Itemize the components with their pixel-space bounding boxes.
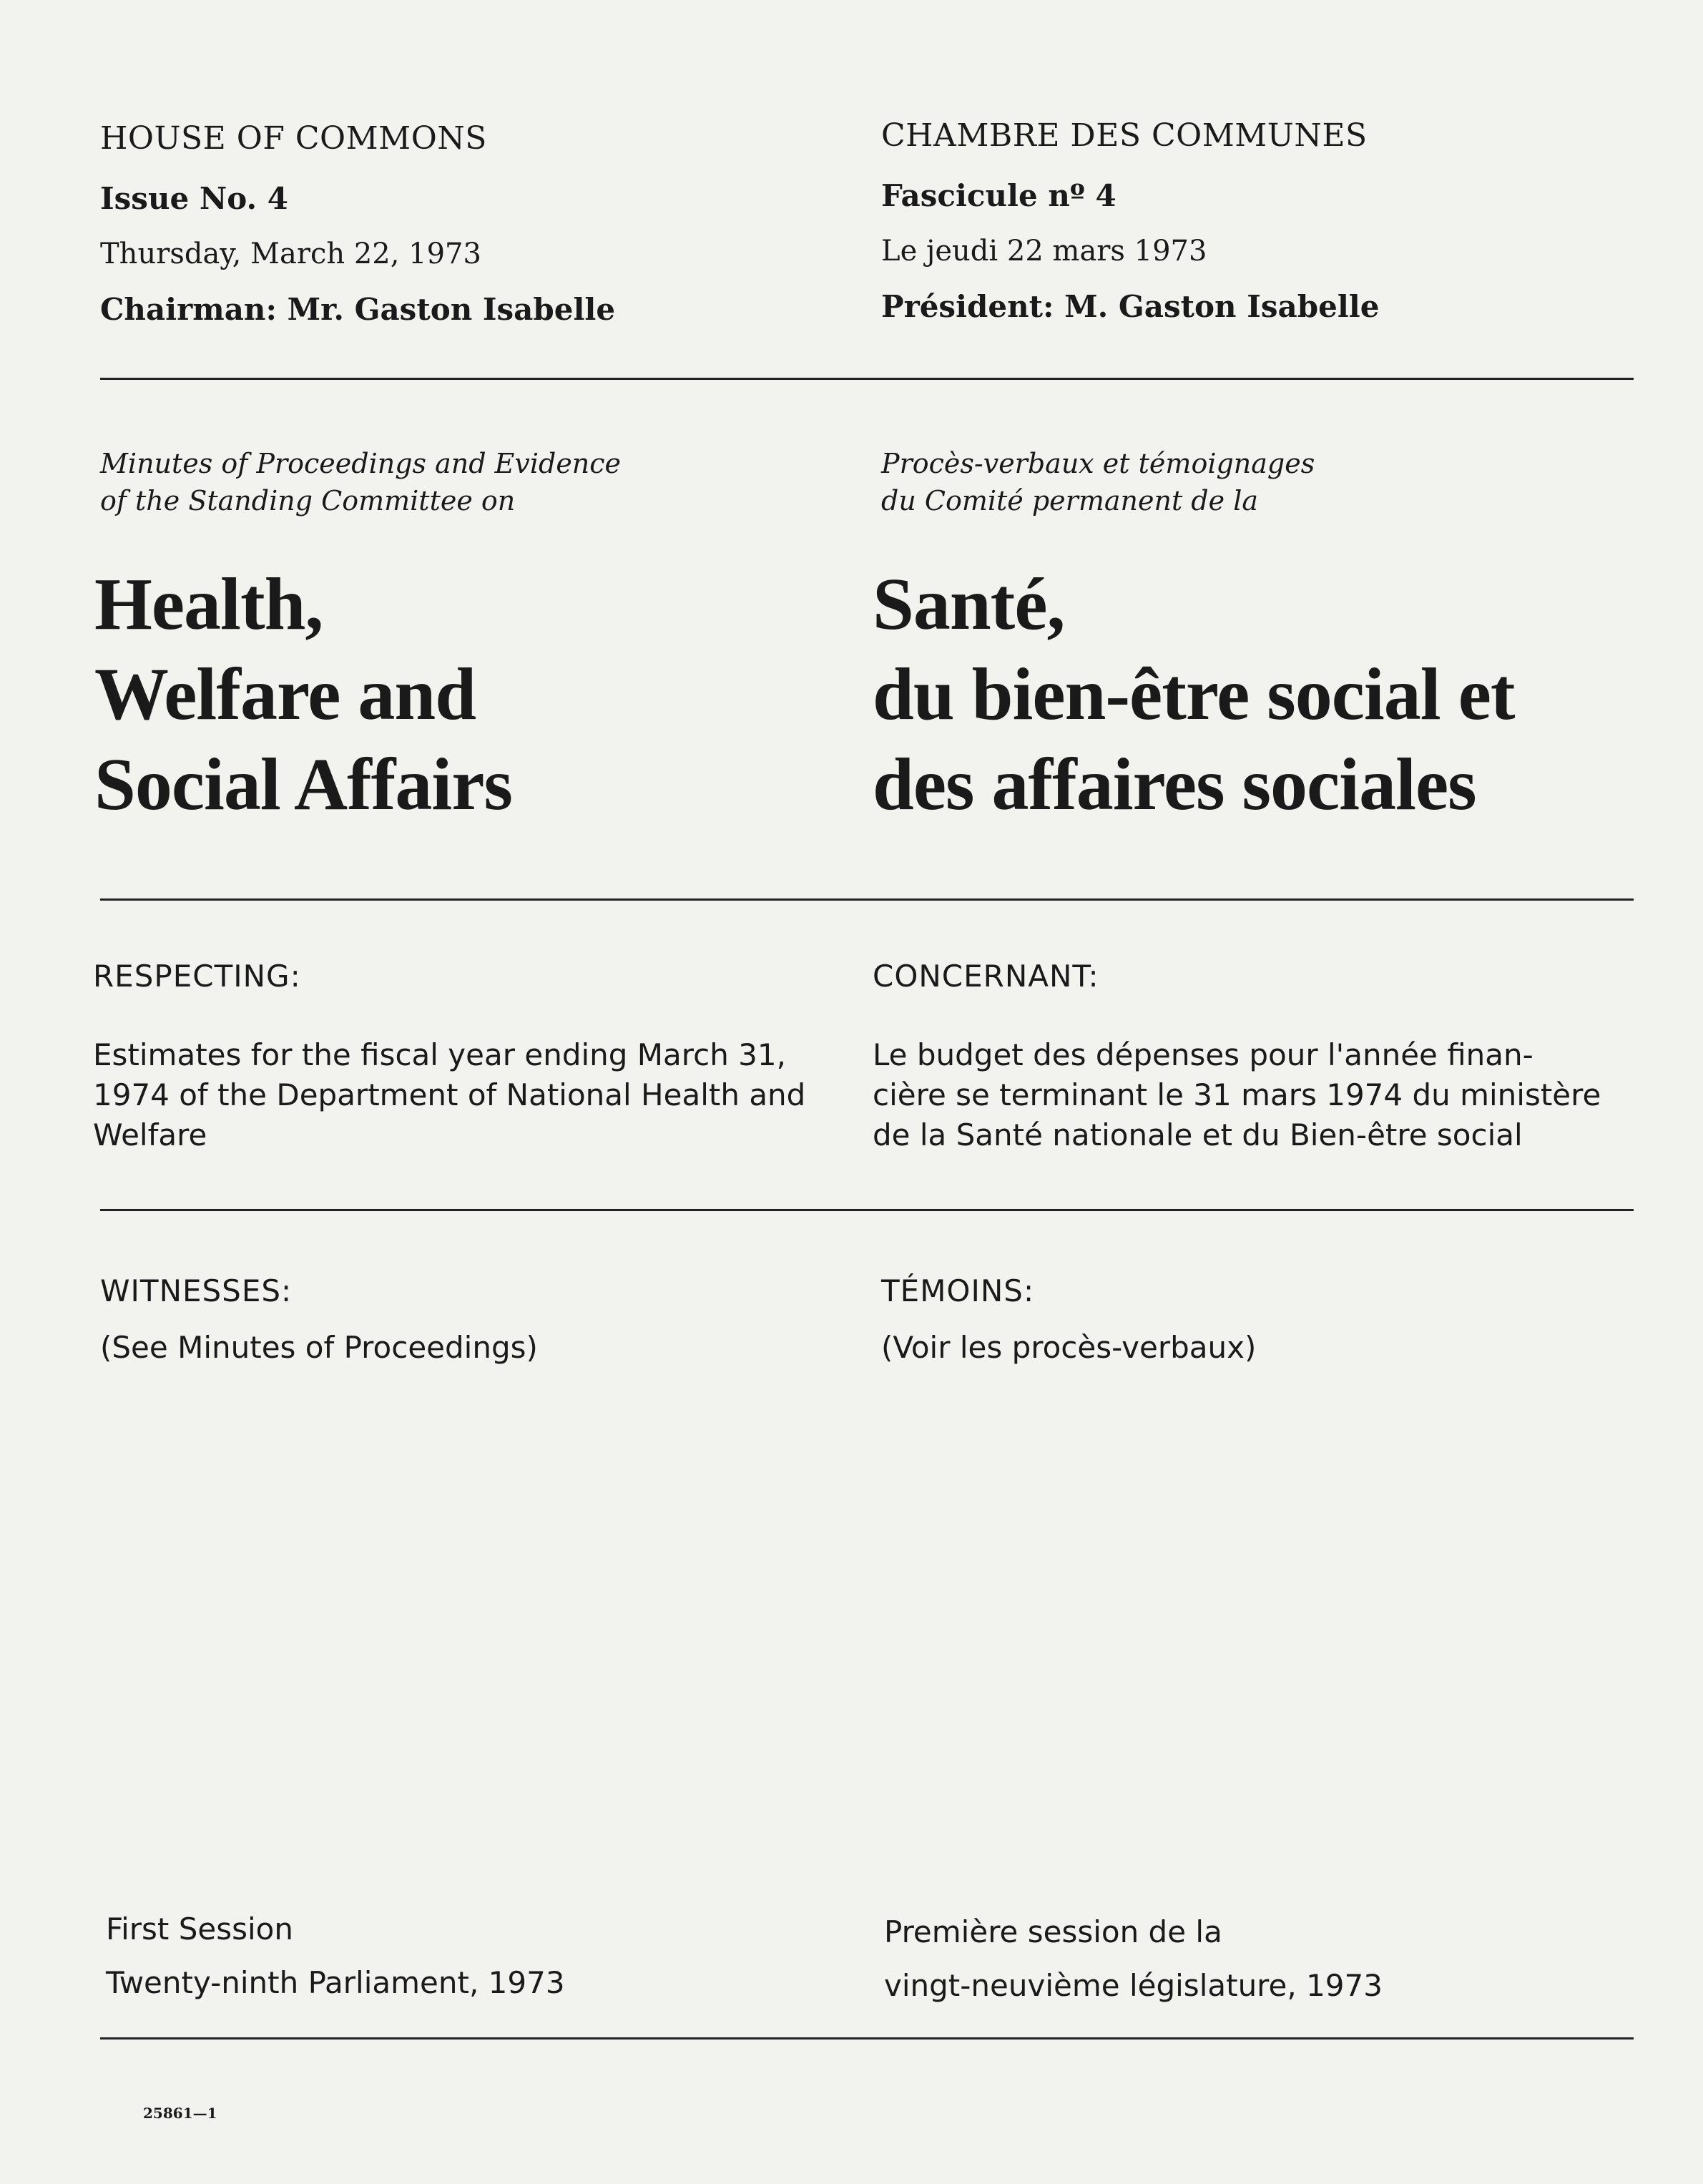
divider-2: [100, 898, 1634, 901]
respecting-en: [93, 959, 851, 1155]
temoins-label: TÉMOINS:: [881, 1273, 1035, 1308]
issue-number-fr: Fascicule nº 4: [881, 178, 1116, 213]
header-right: [881, 117, 1654, 324]
divider-4: [100, 2037, 1634, 2039]
house-name-en: HOUSE OF COMMONS: [100, 120, 487, 157]
witnesses-fr: [881, 1273, 1654, 1365]
divider-3: [100, 1209, 1634, 1211]
witnesses-text-en: (See Minutes of Proceedings): [100, 1330, 538, 1365]
respecting-text-en: Estimates for the fiscal year ending March 31, 1974 of the Department of National Health and Welfare: [93, 1037, 806, 1152]
issue-date-en: Thursday, March 22, 1973: [100, 238, 481, 270]
concernant-label: CONCERNANT:: [873, 959, 1099, 994]
issue-date-fr: Le jeudi 22 mars 1973: [881, 235, 1207, 268]
house-name-fr: CHAMBRE DES COMMUNES: [881, 117, 1368, 154]
president-fr: Président: M. Gaston Isabelle: [881, 289, 1380, 324]
witnesses-en: [100, 1273, 844, 1365]
header-left: [100, 120, 844, 327]
respecting-label: RESPECTING:: [93, 959, 301, 994]
issue-number-en: Issue No. 4: [100, 181, 288, 216]
subtitle-fr: Procès-verbaux et témoignages du Comité permanent de la: [881, 448, 1315, 516]
witnesses-text-fr: (Voir les procès-verbaux): [881, 1330, 1257, 1365]
respecting-fr: [873, 959, 1652, 1155]
divider-1: [100, 378, 1634, 380]
session-en: First Session Twenty-ninth Parliament, 1973: [106, 1911, 565, 2000]
chairman-en: Chairman: Mr. Gaston Isabelle: [100, 292, 616, 327]
committee-title-fr: Santé, du bien-être social et des affaires sociales: [873, 563, 1515, 826]
respecting-text-fr: Le budget des dépenses pour l'année finan- cière se terminant le 31 mars 1974 du ministère de la Santé nationale et du Bien-être social: [873, 1037, 1601, 1152]
committee-title-en: Health, Welfare and Social Affairs: [94, 563, 512, 826]
witnesses-label: WITNESSES:: [100, 1273, 293, 1308]
subtitle-en: Minutes of Proceedings and Evidence of the Standing Committee on: [100, 448, 622, 516]
session-fr: Première session de la vingt-neuvième législature, 1973: [884, 1914, 1383, 2003]
print-code: 25861—1: [143, 2105, 217, 2122]
